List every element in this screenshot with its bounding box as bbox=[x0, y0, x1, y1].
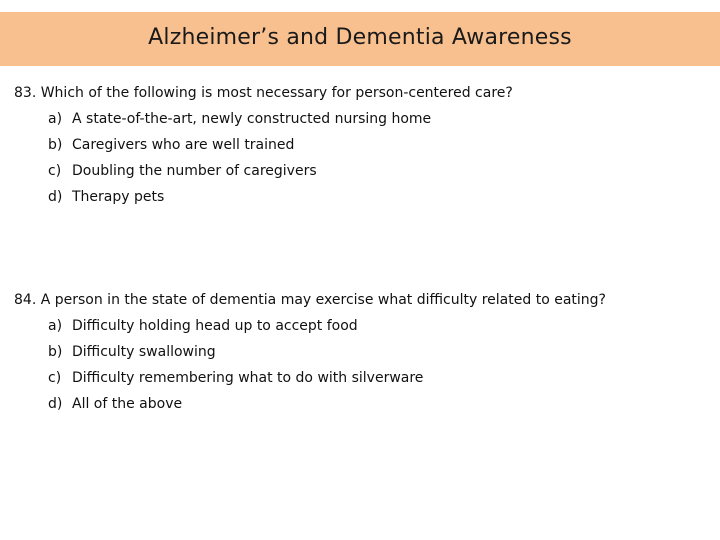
option-text: Caregivers who are well trained bbox=[72, 137, 295, 153]
title-banner bbox=[0, 12, 720, 66]
question-text: Which of the following is most necessary for person-centered care? bbox=[40, 85, 513, 101]
option-letter: c) bbox=[48, 163, 62, 179]
question-stem bbox=[14, 287, 606, 313]
answer-options bbox=[14, 313, 606, 417]
answer-option-a bbox=[14, 106, 513, 132]
answer-option-b bbox=[14, 132, 513, 158]
answer-option-a bbox=[14, 313, 606, 339]
slide-title: Alzheimer’s and Dementia Awareness bbox=[148, 24, 572, 50]
answer-option-d bbox=[14, 184, 513, 210]
option-letter: d) bbox=[48, 396, 63, 412]
question-83 bbox=[14, 80, 513, 210]
option-text: All of the above bbox=[72, 396, 183, 412]
answer-option-b bbox=[14, 339, 606, 365]
option-text: Difficulty holding head up to accept food bbox=[72, 318, 358, 334]
option-letter: a) bbox=[48, 111, 63, 127]
option-text: A state-of-the-art, newly constructed nursing home bbox=[72, 111, 432, 127]
answer-option-c bbox=[14, 365, 606, 391]
question-84 bbox=[14, 287, 606, 417]
option-letter: c) bbox=[48, 370, 62, 386]
option-text: Therapy pets bbox=[72, 189, 165, 205]
question-stem bbox=[14, 80, 513, 106]
question-number: 83. bbox=[14, 85, 37, 101]
answer-option-d bbox=[14, 391, 606, 417]
question-text: A person in the state of dementia may exercise what difficulty related to eating? bbox=[40, 292, 606, 308]
option-letter: a) bbox=[48, 318, 63, 334]
answer-option-c bbox=[14, 158, 513, 184]
option-text: Difficulty swallowing bbox=[72, 344, 216, 360]
question-number: 84. bbox=[14, 292, 37, 308]
answer-options bbox=[14, 106, 513, 210]
option-text: Doubling the number of caregivers bbox=[72, 163, 317, 179]
option-letter: b) bbox=[48, 137, 63, 153]
option-letter: b) bbox=[48, 344, 63, 360]
option-letter: d) bbox=[48, 189, 63, 205]
option-text: Difficulty remembering what to do with silverware bbox=[72, 370, 424, 386]
